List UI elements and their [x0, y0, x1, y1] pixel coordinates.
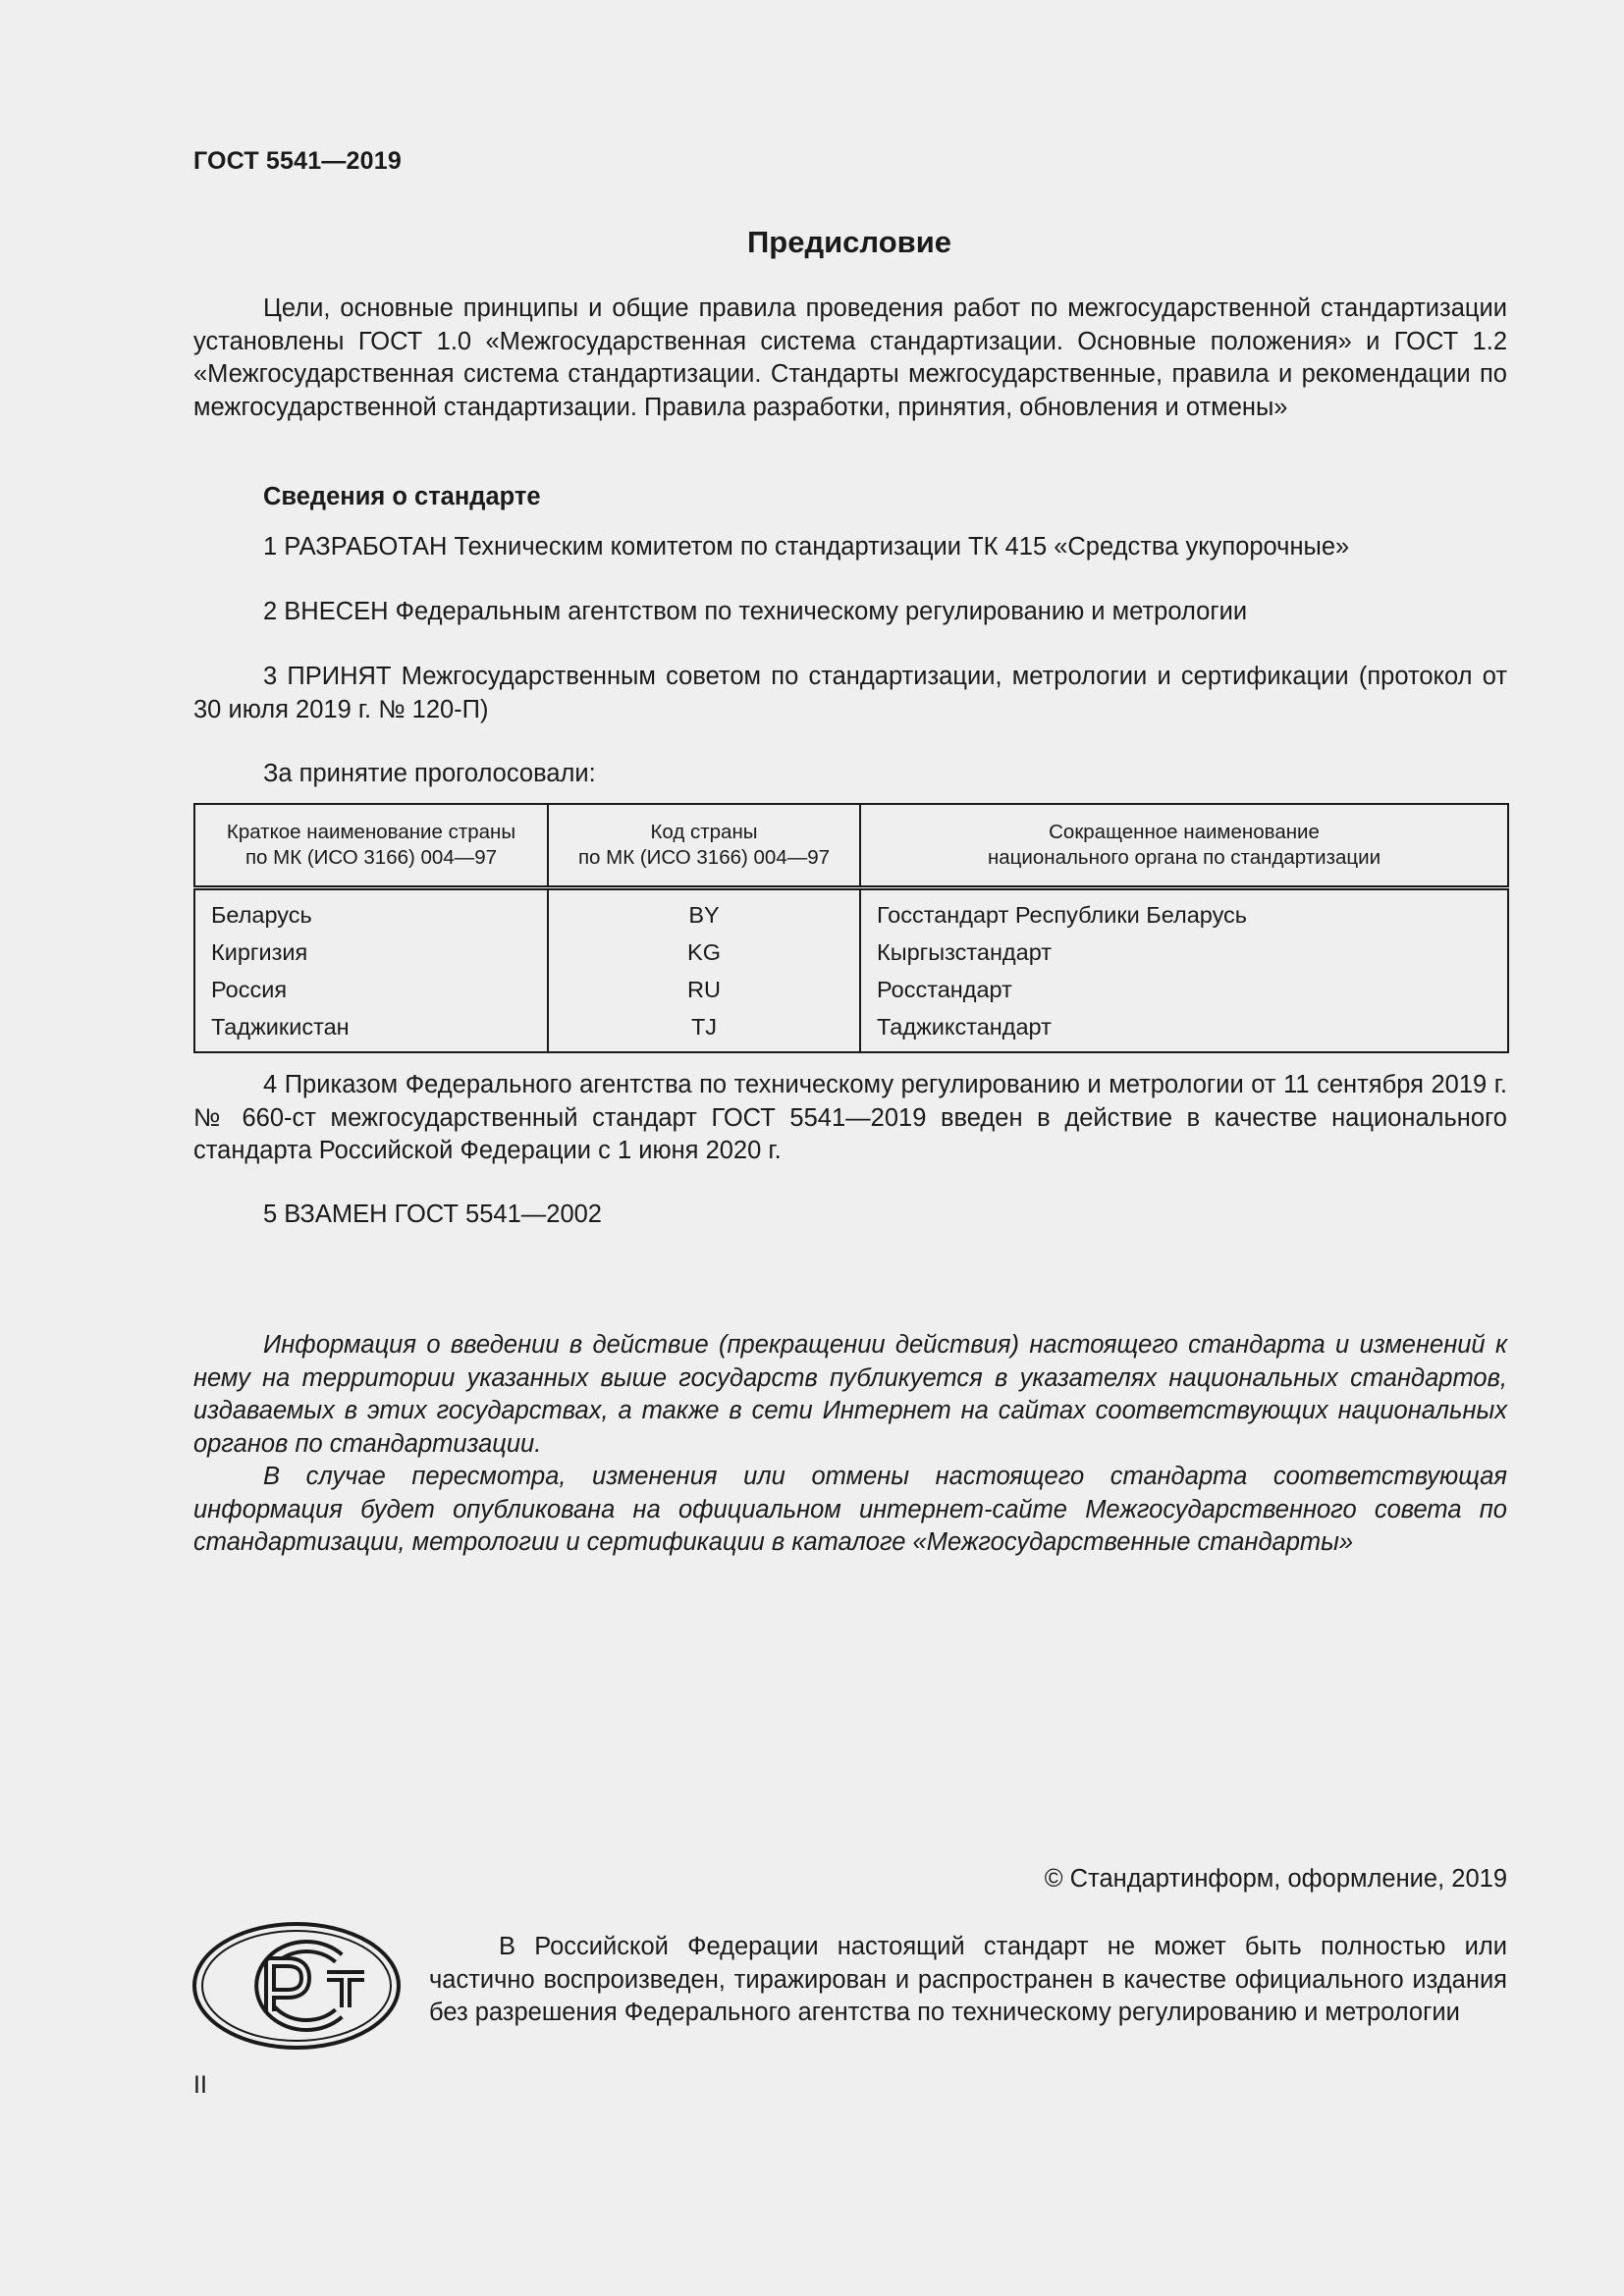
- rst-certification-mark-icon: [191, 1921, 402, 2051]
- info-heading: Сведения о стандарте: [263, 483, 541, 510]
- table-header-row: [194, 804, 1508, 888]
- reproduction-notice: В Российской Федерации настоящий стандарт не может быть полностью или частично воспроизведен, тиражирован и распространен в качестве официального издания без разрешения Федерального агентства по техническому регулированию и метрологии: [429, 1933, 1507, 2026]
- header-country-name: Краткое наименование страны по МК (ИСО 3166) 004—97: [194, 804, 548, 888]
- header-national-body: Сокращенное наименование национального органа по стандартизации: [860, 804, 1508, 888]
- country-name: Беларусь: [194, 888, 548, 934]
- table-row: [194, 1008, 1508, 1052]
- national-body: Таджикстандарт: [860, 1008, 1508, 1052]
- item-5: 5 ВЗАМЕН ГОСТ 5541—2002: [263, 1201, 602, 1228]
- country-code: KG: [548, 934, 860, 971]
- item-4: 4 Приказом Федерального агентства по техническому регулированию и метрологии от 11 сентября 2019 г. № 660-ст межгосударственный стандарт ГОСТ 5541—2019 введен в действие в качестве национального стандарта Российской Федерации с 1 июня 2020 г.: [193, 1071, 1507, 1164]
- item-2: 2 ВНЕСЕН Федеральным агентством по техническому регулированию и метрологии: [263, 598, 1248, 625]
- voted-label: За принятие проголосовали:: [263, 760, 596, 787]
- country-name: Россия: [194, 971, 548, 1008]
- country-name: Киргизия: [194, 934, 548, 971]
- country-name: Таджикистан: [194, 1008, 548, 1052]
- country-code: BY: [548, 888, 860, 934]
- item-3: 3 ПРИНЯТ Межгосударственным советом по стандартизации, метрологии и сертификации (протокол от 30 июля 2019 г. № 120-П): [193, 663, 1507, 723]
- page-title: Предисловие: [746, 225, 951, 259]
- table-row: [194, 934, 1508, 971]
- national-body: Кыргызстандарт: [860, 934, 1508, 971]
- item-1: 1 РАЗРАБОТАН Техническим комитетом по стандартизации ТК 415 «Средства укупорочные»: [263, 533, 1350, 561]
- country-code: RU: [548, 971, 860, 1008]
- document-code: ГОСТ 5541—2019: [193, 147, 402, 175]
- intro-paragraph: Цели, основные принципы и общие правила проведения работ по межгосударственной стандартизации установлены ГОСТ 1.0 «Межгосударственная система стандартизации. Основные положения» и ГОСТ 1.2 «Межгосударственная система стандартизации. Стандарты межгосударственные, правила и рекомендации по межгосударственной стандартизации. Правила разработки, принятия, обновления и отмены»: [193, 294, 1507, 421]
- table-row: [194, 888, 1508, 934]
- member-states-table: [193, 803, 1509, 1053]
- national-body: Росстандарт: [860, 971, 1508, 1008]
- national-body: Госстандарт Республики Беларусь: [860, 888, 1508, 934]
- country-code: TJ: [548, 1008, 860, 1052]
- italic-note-2: В случае пересмотра, изменения или отмены настоящего стандарта соответствующая информация будет опубликована на официальном интернет-сайте Межгосударственного совета по стандартизации, метрологии и сертификации в каталоге «Межгосударственные стандарты»: [193, 1463, 1507, 1556]
- table-row: [194, 971, 1508, 1008]
- header-country-code: Код страны по МК (ИСО 3166) 004—97: [548, 804, 860, 888]
- copyright: © Стандартинформ, оформление, 2019: [1044, 1865, 1507, 1893]
- page-number: II: [193, 2071, 207, 2099]
- italic-note-1: Информация о введении в действие (прекращении действия) настоящего стандарта и изменений к нему на территории указанных выше государств публикуется в указателях национальных стандартов, издаваемых в этих государствах, а также в сети Интернет на сайтах соответствующих национальных органов по стандартизации.: [193, 1331, 1507, 1458]
